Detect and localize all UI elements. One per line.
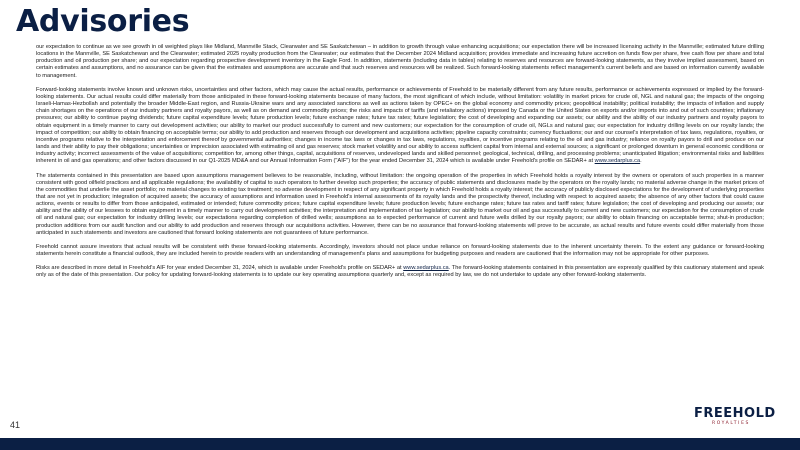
sedarplus-link[interactable]: www.sedarplus.ca bbox=[403, 265, 449, 272]
paragraph-text: Risks are described in more detail in Freehold's AIF for year ended December 31, 2024, which is available under Freehold's profile on SEDAR+ at bbox=[36, 265, 404, 272]
sedarplus-link[interactable]: www.sedarplus.ca bbox=[594, 158, 641, 165]
logo-wordmark: FREEHOLD bbox=[694, 406, 776, 421]
page-number: 41 bbox=[10, 420, 21, 430]
logo-subtitle: ROYALTIES bbox=[712, 421, 750, 426]
paragraph-text: Freehold cannot assure investors that actual results will be consistent with these forward-looking statements. Accordingly, investors should not place undue reliance on forward-looking statements due to the inherent uncertainty therein. To the extent any guidance or forward-looking statements herein constitute a financial outlook, they are included herein to provide readers with an understanding of management's plans and assumptions for budgeting purposes and readers are cautioned that the information may not be appropriate for other purposes. bbox=[36, 243, 764, 258]
advisory-paragraph bbox=[36, 87, 764, 166]
advisory-paragraph bbox=[36, 44, 764, 80]
page-title: Advisories bbox=[16, 4, 190, 39]
paragraph-text: our expectation to continue as we see growth in oil weighted plays like Midland, Mannville Stack, Clearwater and SE Saskatchewan – in addition to growth through value enhancing acquisitions; our expectation there will be increased licensing activity in the Mannville; estimated future drilling locations in the Mannville, SE Saskatchewan and the Clearwater; estimated 2025 royalty production from the Clearwater; our estimates that the December 2024 Midland acquisition; provides immediate and increasing future accretion on funds flow per share, free cash flow per share and total production and oil production per share; and our expectation regarding prospective development inventory in the Eagle Ford. In addition, statements (including data in tables) relating to reserves and resources are forward-looking statements, as they involve implied assessment, based on certain estimates and assumptions, and no assurance can be given that the estimates and assumptions are accurate and that such reserves and resources will be realized. Such forward-looking statements reflect management's current beliefs and are based on information currently available to management. bbox=[36, 44, 764, 79]
paragraph-text: The statements contained in this presentation are based upon assumptions management believes to be reasonable, including, without limitation: the ongoing operation of the properties in which Freehold holds a royalty interest by the owners or operators of such properties in a manner consistent with good oilfield practices and all applicable regulations; the availability of capital to such operators to further develop such properties; the accuracy of public statements and disclosures made by the operators on the royalty lands; no material adverse change in the market prices of the commodities that underlie the asset portfolio; no material changes to existing tax treatment; no adverse development in respect of any significant property in which Freehold holds a royalty interest; the accuracy of publicly disclosed expectations for the development of underlying properties that are not yet in production; integration of acquired assets; the accuracy of assumptions and information used in Freehold's internal assessments of its royalty lands and the prospectivity thereof, including with respect to acquired assets; the absence of any other factors that could cause actions, events or results to differ from those anticipated, estimated or intended; future commodity prices; future capital expenditure levels; future production levels; future exchange rates; future tax rates and tariff rates; future legislation; the cost of developing and producing our assets; our ability and the ability of our lessees to obtain equipment in a timely manner to carry out development activities; the interpretation and implementation of tax legislation; our ability to market our oil and gas successfully to current and new customers; our expectation for the consumption of crude oil and natural gas; our expectation for industry drilling levels; our expectations regarding completion of drilled wells; assumptions as to expected performance of current and future wells drilled by our royalty payors; our ability to obtain financing on acceptable terms; shut-in production; production additions from our audit function and our ability to add production and reserves through our acquisitions activities. However, there can be no assurance that forward-looking statements will prove to be accurate, as actual results and future events could differ materially from those anticipated in such statements and investors are cautioned that forward looking statements are not guarantees of future performance. bbox=[36, 172, 764, 236]
advisory-paragraph bbox=[36, 173, 764, 237]
advisory-body bbox=[36, 44, 764, 287]
advisory-paragraph bbox=[36, 244, 764, 258]
paragraph-text: Forward-looking statements involve known and unknown risks, uncertainties and other factors, which may cause the actual results, performance or achievements of Freehold to be materially different from any future results, performance or achievements expressed or implied by the forward-looking statements. Our actual results could differ materially from those anticipated in these forward-looking statements because of many factors, the most significant of which include, without limitation: volatility in market prices for crude oil, NGL and natural gas; the impacts of the ongoing Israeli-Hamas-Hezbollah and potentially the broader Middle-East region, and Russia-Ukraine wars and any associated sanctions as well as actions taken by OPEC+ on the global economy and commodity prices; geopolitical instability; political instability; the impacts of inflation and supply chain shortages on the operations of our industry partners and royalty payors, as well as on demand and commodity prices; the risks and impacts of tariffs (and retaliatory actions) imposed by Canada or the United States on exports and/or imports into and out of such countries; inflationary pressures; our ability to continue paying dividends; future capital expenditure levels; future production levels; future exchange rates; future tax rates; future legislation; the cost of developing and expanding our assets; our ability and the ability of our industry partners and royalty payors to obtain equipment in a timely manner to carry out development activities; our ability to market our product successfully to current and new customers; our expectation for the consumption of crude oil, NGLs and natural gas; our expectation for industry drilling levels on our royalty lands; the impact of competition; our ability to obtain financing on acceptable terms; our ability to add production and reserves through our development and acquisitions activities; pipeline capacity constraints; currency fluctuations; our and our counsel's interpretation of tax laws, regulations, royalties, or incentive programs relative to the interpretation and enforcement thereof by governmental authorities; changes in income tax laws or changes in tax laws, regulations, royalties, or incentive programs relating to the oil and gas industry; reliance on royalty payors to drill and produce on our lands and their ability to pay their obligations; uncertainties or imprecision associated with estimating oil and gas reserves; stock market volatility and our ability to access sufficient capital from internal and external sources; a significant or prolonged downturn in general economic conditions or industry activity; incorrect assessments of the value of acquisitions; competition for, among other things, capital, acquisitions of reserves, undeveloped lands and skilled personnel; geological, technical, drilling, and processing problems; unanticipated litigation; environmental risks and liabilities inherent in oil and gas operations; and other factors discussed in our Q1-2025 MD&A and our Annual Information Form ("AIF") for the year ended December 31, 2024 which is available under Freehold's profile on SEDAR+ at bbox=[36, 86, 764, 165]
advisory-paragraph bbox=[36, 265, 764, 279]
paragraph-tail: . The forward-looking statements contained in this presentation are expressly qualified by this cautionary statement and speak only as of the date of this presentation. Our policy for updating forward-looking statements is to update our key operating assumptions quarterly and, except as required by law, we do not undertake to update any other forward-looking statements. bbox=[36, 265, 764, 279]
freehold-logo bbox=[694, 406, 776, 427]
footer-bar bbox=[0, 438, 800, 450]
paragraph-tail: . bbox=[640, 158, 642, 165]
